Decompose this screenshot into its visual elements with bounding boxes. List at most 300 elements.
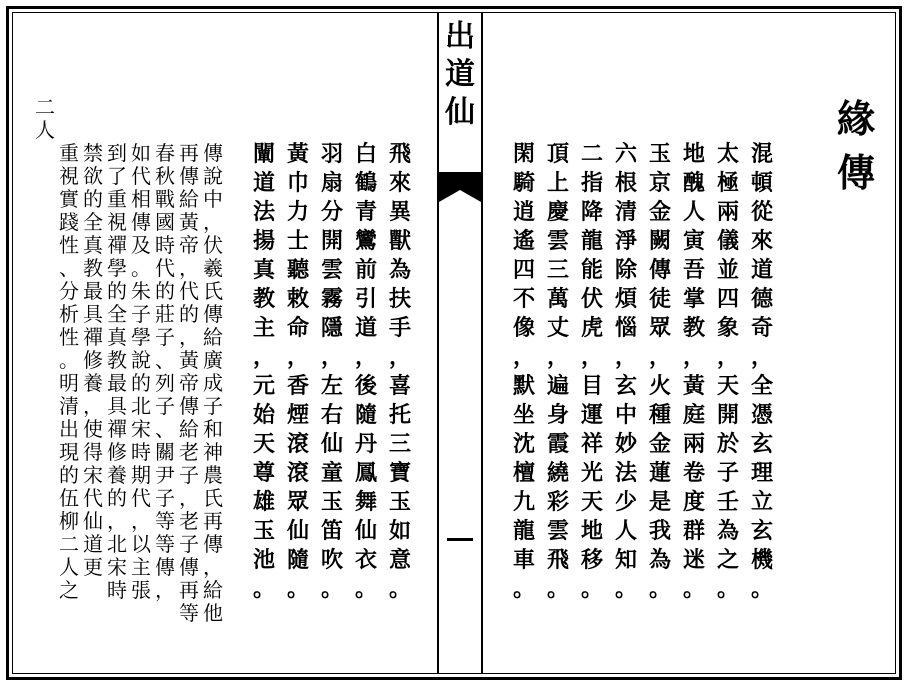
prose-char: 教 bbox=[107, 348, 127, 372]
prose-char: 、 bbox=[155, 417, 175, 441]
poem-char: 引 bbox=[354, 286, 377, 312]
prose-char: 如 bbox=[131, 141, 151, 165]
prose-char: 再 bbox=[179, 578, 199, 602]
poem-line-top bbox=[578, 140, 606, 372]
poem-char: 道 bbox=[252, 170, 275, 196]
poem-char: 運 bbox=[580, 402, 603, 428]
prose-column bbox=[178, 142, 200, 625]
poem-line-bottom bbox=[612, 372, 640, 604]
poem-char: 雲 bbox=[546, 228, 569, 254]
poem-line-bottom bbox=[352, 372, 380, 604]
prose-char: 視 bbox=[107, 210, 127, 234]
poem-char: 玉 bbox=[252, 518, 275, 544]
prose-char: ， bbox=[203, 555, 223, 579]
poem-char: 如 bbox=[388, 518, 411, 544]
prose-char: ， bbox=[179, 256, 199, 280]
prose-char: 的 bbox=[83, 187, 103, 211]
prose-char: 氏 bbox=[203, 486, 223, 510]
prose-char: 宋 bbox=[83, 463, 103, 487]
prose-char: 列 bbox=[155, 371, 175, 395]
poem-char: 從 bbox=[750, 199, 773, 225]
prose-char: 的 bbox=[107, 486, 127, 510]
prose-column bbox=[130, 142, 152, 602]
poem-line-top bbox=[680, 140, 708, 372]
prose-char: 、 bbox=[59, 256, 79, 280]
poem-char: 理 bbox=[750, 460, 773, 486]
prose-column bbox=[154, 142, 176, 602]
prose-char: 莊 bbox=[155, 302, 175, 326]
poem-char: ， bbox=[648, 344, 671, 370]
poem-line-bottom bbox=[680, 372, 708, 604]
poem-char: 扶 bbox=[388, 286, 411, 312]
poem-char: 。 bbox=[320, 576, 343, 602]
prose-char: 具 bbox=[107, 394, 127, 418]
poem-char: 慶 bbox=[546, 199, 569, 225]
prose-char: 主 bbox=[131, 555, 151, 579]
poem-char: 四 bbox=[716, 286, 739, 312]
poem-char: 隨 bbox=[286, 547, 309, 573]
poem-char: 伏 bbox=[580, 286, 603, 312]
poem-char: 獸 bbox=[388, 228, 411, 254]
prose-char: 。 bbox=[59, 348, 79, 372]
poem-char: 能 bbox=[580, 257, 603, 283]
poem-char: 閑 bbox=[512, 141, 535, 167]
prose-char: 學 bbox=[131, 325, 151, 349]
prose-char: 仙 bbox=[83, 509, 103, 533]
poem-char: 龍 bbox=[580, 228, 603, 254]
prose-char: 相 bbox=[131, 187, 151, 211]
poem-line-top bbox=[544, 140, 572, 372]
prose-char: 清 bbox=[59, 394, 79, 418]
poem-char: 玉 bbox=[388, 489, 411, 515]
poem-char: 教 bbox=[252, 286, 275, 312]
poem-char: 隱 bbox=[320, 315, 343, 341]
poem-char: 頓 bbox=[750, 170, 773, 196]
poem-line-top bbox=[386, 140, 414, 372]
poem-char: 。 bbox=[580, 576, 603, 602]
poem-char: 霞 bbox=[546, 431, 569, 457]
poem-char: 飛 bbox=[388, 141, 411, 167]
prose-char: 期 bbox=[131, 463, 151, 487]
prose-char: 重 bbox=[107, 187, 127, 211]
prose-char: 羲 bbox=[203, 256, 223, 280]
poem-char: 。 bbox=[388, 576, 411, 602]
poem-char: 道 bbox=[750, 257, 773, 283]
prose-char: 春 bbox=[155, 141, 175, 165]
poem-line-bottom bbox=[544, 372, 572, 604]
poem-char: 我 bbox=[648, 518, 671, 544]
poem-char: 霧 bbox=[320, 286, 343, 312]
prose-char: 代 bbox=[179, 279, 199, 303]
prose-char: 全 bbox=[83, 210, 103, 234]
spine-title-char: 出 bbox=[445, 19, 475, 54]
poem-char: 金 bbox=[648, 199, 671, 225]
poem-char: 騎 bbox=[512, 170, 535, 196]
prose-char: 的 bbox=[131, 371, 151, 395]
poem-line-bottom bbox=[646, 372, 674, 604]
poem-char: 九 bbox=[512, 489, 535, 515]
poem-char: 頂 bbox=[546, 141, 569, 167]
prose-char: 給 bbox=[179, 417, 199, 441]
poem-char: 池 bbox=[252, 547, 275, 573]
poem-char: 光 bbox=[580, 460, 603, 486]
poem-line-bottom bbox=[510, 372, 538, 604]
prose-char: 北 bbox=[131, 394, 151, 418]
poem-char: 教 bbox=[682, 315, 705, 341]
prose-char: 性 bbox=[59, 233, 79, 257]
poem-char: 鶴 bbox=[354, 170, 377, 196]
poem-line-bottom bbox=[748, 372, 776, 604]
prose-char: 教 bbox=[83, 256, 103, 280]
poem-line-bottom bbox=[386, 372, 414, 604]
prose-char: 禪 bbox=[107, 233, 127, 257]
poem-char: 徒 bbox=[648, 286, 671, 312]
poem-line-bottom bbox=[714, 372, 742, 604]
poem-char: 迷 bbox=[682, 547, 705, 573]
poem-char: 隨 bbox=[354, 402, 377, 428]
poem-char: 敕 bbox=[286, 286, 309, 312]
prose-char: 給 bbox=[203, 325, 223, 349]
poem-char: 青 bbox=[354, 199, 377, 225]
prose-char: 國 bbox=[155, 210, 175, 234]
spine-title bbox=[439, 18, 481, 132]
poem-char: 四 bbox=[512, 257, 535, 283]
poem-char: 玉 bbox=[648, 141, 671, 167]
prose-char: 。 bbox=[131, 256, 151, 280]
prose-char: 時 bbox=[155, 233, 175, 257]
prose-char: 禪 bbox=[83, 325, 103, 349]
poem-char: 丹 bbox=[354, 431, 377, 457]
prose-char: 全 bbox=[107, 302, 127, 326]
prose-char: 傳 bbox=[203, 302, 223, 326]
poem-line-top bbox=[748, 140, 776, 372]
prose-char: ， bbox=[131, 509, 151, 533]
prose-char: 明 bbox=[59, 371, 79, 395]
poem-char: 。 bbox=[354, 576, 377, 602]
poem-char: 少 bbox=[614, 489, 637, 515]
poem-char: 清 bbox=[614, 199, 637, 225]
poem-char: ， bbox=[580, 344, 603, 370]
poem-char: 法 bbox=[252, 199, 275, 225]
poem-char: 身 bbox=[546, 402, 569, 428]
poem-char: 滾 bbox=[286, 431, 309, 457]
poem-char: 鳳 bbox=[354, 460, 377, 486]
prose-char: 二 bbox=[35, 95, 55, 119]
poem-char: 六 bbox=[614, 141, 637, 167]
poem-char: 知 bbox=[614, 547, 637, 573]
poem-char: 。 bbox=[716, 576, 739, 602]
poem-char: 士 bbox=[286, 228, 309, 254]
prose-char: 學 bbox=[107, 256, 127, 280]
prose-char: 的 bbox=[59, 463, 79, 487]
prose-char: 朱 bbox=[131, 279, 151, 303]
prose-char: 帝 bbox=[179, 233, 199, 257]
prose-char: 給 bbox=[179, 187, 199, 211]
poem-char: 扇 bbox=[320, 170, 343, 196]
poem-char: 黃 bbox=[286, 141, 309, 167]
poem-char: 上 bbox=[546, 170, 569, 196]
prose-char: 的 bbox=[179, 302, 199, 326]
poem-line-bottom bbox=[284, 372, 312, 604]
prose-char: 帝 bbox=[179, 371, 199, 395]
poem-char: 真 bbox=[252, 257, 275, 283]
poem-char: 卷 bbox=[682, 460, 705, 486]
poem-char: 虎 bbox=[580, 315, 603, 341]
prose-char: 代 bbox=[131, 486, 151, 510]
poem-char: 京 bbox=[648, 170, 671, 196]
poem-char: 太 bbox=[716, 141, 739, 167]
prose-char: 禪 bbox=[107, 417, 127, 441]
poem-char: 為 bbox=[716, 518, 739, 544]
poem-char: 並 bbox=[716, 257, 739, 283]
poem-char: ， bbox=[252, 344, 275, 370]
prose-char: 得 bbox=[83, 440, 103, 464]
prose-char: 子 bbox=[155, 325, 175, 349]
prose-char: 農 bbox=[203, 463, 223, 487]
prose-char: 二 bbox=[59, 532, 79, 556]
prose-char: 中 bbox=[203, 187, 223, 211]
prose-char: 戰 bbox=[155, 187, 175, 211]
prose-char: 重 bbox=[59, 141, 79, 165]
poem-char: ， bbox=[614, 344, 637, 370]
poem-char: 掌 bbox=[682, 286, 705, 312]
poem-char: 三 bbox=[388, 431, 411, 457]
fishtail-ornament-icon bbox=[439, 172, 481, 212]
poem-char: 開 bbox=[320, 228, 343, 254]
prose-char: 北 bbox=[107, 532, 127, 556]
poem-char: 右 bbox=[320, 402, 343, 428]
prose-char: ， bbox=[155, 578, 175, 602]
poem-char: 。 bbox=[286, 576, 309, 602]
poem-char: 於 bbox=[716, 431, 739, 457]
poem-char: 人 bbox=[682, 199, 705, 225]
poem-char: 儀 bbox=[716, 228, 739, 254]
prose-char: 他 bbox=[203, 601, 223, 625]
prose-char: 最 bbox=[107, 371, 127, 395]
poem-char: 仙 bbox=[286, 518, 309, 544]
poem-char: 玄 bbox=[750, 431, 773, 457]
poem-char: 眾 bbox=[286, 489, 309, 515]
poem-char: ， bbox=[682, 344, 705, 370]
poem-char: 地 bbox=[580, 518, 603, 544]
prose-char: 伍 bbox=[59, 486, 79, 510]
poem-char: 香 bbox=[286, 373, 309, 399]
poem-char: ， bbox=[286, 344, 309, 370]
poem-line-top bbox=[714, 140, 742, 372]
poem-char: 前 bbox=[354, 257, 377, 283]
poem-char: 庭 bbox=[682, 402, 705, 428]
poem-char: 根 bbox=[614, 170, 637, 196]
prose-char: 養 bbox=[107, 463, 127, 487]
poem-line-bottom bbox=[578, 372, 606, 604]
poem-char: 逍 bbox=[512, 199, 535, 225]
poem-char: 笛 bbox=[320, 518, 343, 544]
prose-char: 及 bbox=[131, 233, 151, 257]
poem-char: 手 bbox=[388, 315, 411, 341]
poem-char: 揚 bbox=[252, 228, 275, 254]
poem-char: 兩 bbox=[682, 431, 705, 457]
poem-char: 吾 bbox=[682, 257, 705, 283]
poem-char: 左 bbox=[320, 373, 343, 399]
prose-char: 性 bbox=[59, 325, 79, 349]
poem-char: 除 bbox=[614, 257, 637, 283]
poem-char: 極 bbox=[716, 170, 739, 196]
poem-char: 降 bbox=[580, 199, 603, 225]
prose-char: 子 bbox=[179, 463, 199, 487]
prose-char: ， bbox=[203, 210, 223, 234]
prose-column bbox=[82, 142, 104, 579]
prose-char: 氏 bbox=[203, 279, 223, 303]
poem-char: 壬 bbox=[716, 489, 739, 515]
prose-column bbox=[106, 142, 128, 602]
poem-char: 雄 bbox=[252, 489, 275, 515]
prose-char: 實 bbox=[59, 187, 79, 211]
prose-char: 廣 bbox=[203, 348, 223, 372]
poem-char: 德 bbox=[750, 286, 773, 312]
poem-char: ， bbox=[512, 344, 535, 370]
poem-line-top bbox=[646, 140, 674, 372]
poem-char: ， bbox=[388, 344, 411, 370]
poem-char: 羽 bbox=[320, 141, 343, 167]
poem-line-top bbox=[318, 140, 346, 372]
poem-char: 雲 bbox=[320, 257, 343, 283]
poem-char: 種 bbox=[648, 402, 671, 428]
poem-line-bottom bbox=[318, 372, 346, 604]
poem-char: 金 bbox=[648, 431, 671, 457]
prose-char: 修 bbox=[107, 440, 127, 464]
prose-char: ， bbox=[179, 486, 199, 510]
poem-char: 火 bbox=[648, 373, 671, 399]
poem-char: 人 bbox=[614, 518, 637, 544]
prose-char: 、 bbox=[155, 348, 175, 372]
poem-char: 坐 bbox=[512, 402, 535, 428]
prose-char: 傳 bbox=[179, 394, 199, 418]
poem-char: 象 bbox=[716, 315, 739, 341]
prose-char: 代 bbox=[155, 256, 175, 280]
poem-char: 滾 bbox=[286, 460, 309, 486]
poem-line-bottom bbox=[250, 372, 278, 604]
prose-char: 給 bbox=[203, 578, 223, 602]
prose-char: 視 bbox=[59, 164, 79, 188]
prose-char: 宋 bbox=[107, 555, 127, 579]
poem-char: 地 bbox=[682, 141, 705, 167]
poem-char: 萬 bbox=[546, 286, 569, 312]
prose-char: 秋 bbox=[155, 164, 175, 188]
prose-column bbox=[34, 96, 56, 142]
poem-line-top bbox=[612, 140, 640, 372]
prose-column bbox=[58, 142, 80, 602]
poem-char: 天 bbox=[716, 373, 739, 399]
poem-char: 祥 bbox=[580, 431, 603, 457]
chapter-title-char: 傳 bbox=[836, 150, 875, 195]
prose-char: ， bbox=[179, 325, 199, 349]
poem-char: 是 bbox=[648, 489, 671, 515]
prose-char: 子 bbox=[155, 394, 175, 418]
poem-char: 淨 bbox=[614, 228, 637, 254]
poem-char: 吹 bbox=[320, 547, 343, 573]
prose-char: 傳 bbox=[155, 555, 175, 579]
poem-char: 托 bbox=[388, 402, 411, 428]
poem-char: 丈 bbox=[546, 315, 569, 341]
poem-line-top bbox=[352, 140, 380, 372]
poem-line-top bbox=[250, 140, 278, 372]
poem-line-top bbox=[284, 140, 312, 372]
prose-char: 時 bbox=[107, 578, 127, 602]
poem-char: 遍 bbox=[546, 373, 569, 399]
poem-char: 蓮 bbox=[648, 460, 671, 486]
poem-char: 後 bbox=[354, 373, 377, 399]
poem-char: 寅 bbox=[682, 228, 705, 254]
prose-char: 現 bbox=[59, 440, 79, 464]
poem-char: 沈 bbox=[512, 431, 535, 457]
prose-char: 以 bbox=[131, 532, 151, 556]
chapter-title-char: 緣 bbox=[836, 96, 875, 141]
poem-char: 舞 bbox=[354, 489, 377, 515]
poem-char: ， bbox=[750, 344, 773, 370]
prose-char: 子 bbox=[131, 302, 151, 326]
prose-char: 傳 bbox=[179, 555, 199, 579]
poem-char: 玄 bbox=[614, 373, 637, 399]
poem-char: 主 bbox=[252, 315, 275, 341]
poem-char: 。 bbox=[546, 576, 569, 602]
poem-char: 機 bbox=[750, 547, 773, 573]
poem-char: 寶 bbox=[388, 460, 411, 486]
prose-char: 子 bbox=[203, 394, 223, 418]
prose-char: 說 bbox=[131, 348, 151, 372]
prose-char: 欲 bbox=[83, 164, 103, 188]
prose-char: 再 bbox=[203, 509, 223, 533]
prose-char: 的 bbox=[155, 279, 175, 303]
poem-char: ， bbox=[716, 344, 739, 370]
prose-char: 最 bbox=[83, 279, 103, 303]
poem-char: 不 bbox=[512, 286, 535, 312]
poem-char: 指 bbox=[580, 170, 603, 196]
prose-char: 等 bbox=[155, 509, 175, 533]
poem-char: 度 bbox=[682, 489, 705, 515]
prose-char: 之 bbox=[59, 578, 79, 602]
poem-char: 仙 bbox=[320, 431, 343, 457]
prose-char: 黃 bbox=[179, 210, 199, 234]
poem-char: 。 bbox=[512, 576, 535, 602]
prose-char: 神 bbox=[203, 440, 223, 464]
poem-char: 傳 bbox=[648, 257, 671, 283]
prose-char: 析 bbox=[59, 302, 79, 326]
chapter-title bbox=[832, 92, 880, 200]
poem-char: 妙 bbox=[614, 431, 637, 457]
poem-char: 為 bbox=[388, 257, 411, 283]
poem-char: 遙 bbox=[512, 228, 535, 254]
prose-char: 道 bbox=[83, 532, 103, 556]
poem-char: 。 bbox=[750, 576, 773, 602]
poem-char: 兩 bbox=[716, 199, 739, 225]
poem-char: 移 bbox=[580, 547, 603, 573]
prose-char: 柳 bbox=[59, 509, 79, 533]
prose-char: 老 bbox=[179, 509, 199, 533]
prose-char: 等 bbox=[179, 601, 199, 625]
poem-char: 來 bbox=[750, 228, 773, 254]
prose-char: 的 bbox=[107, 279, 127, 303]
poem-char: 仙 bbox=[354, 518, 377, 544]
poem-char: ， bbox=[320, 344, 343, 370]
poem-char: 眾 bbox=[648, 315, 671, 341]
poem-char: 為 bbox=[648, 547, 671, 573]
poem-char: 憑 bbox=[750, 402, 773, 428]
prose-char: 張 bbox=[131, 578, 151, 602]
poem-char: 天 bbox=[252, 431, 275, 457]
poem-char: 龍 bbox=[512, 518, 535, 544]
prose-char: 成 bbox=[203, 371, 223, 395]
poem-char: 闡 bbox=[252, 141, 275, 167]
